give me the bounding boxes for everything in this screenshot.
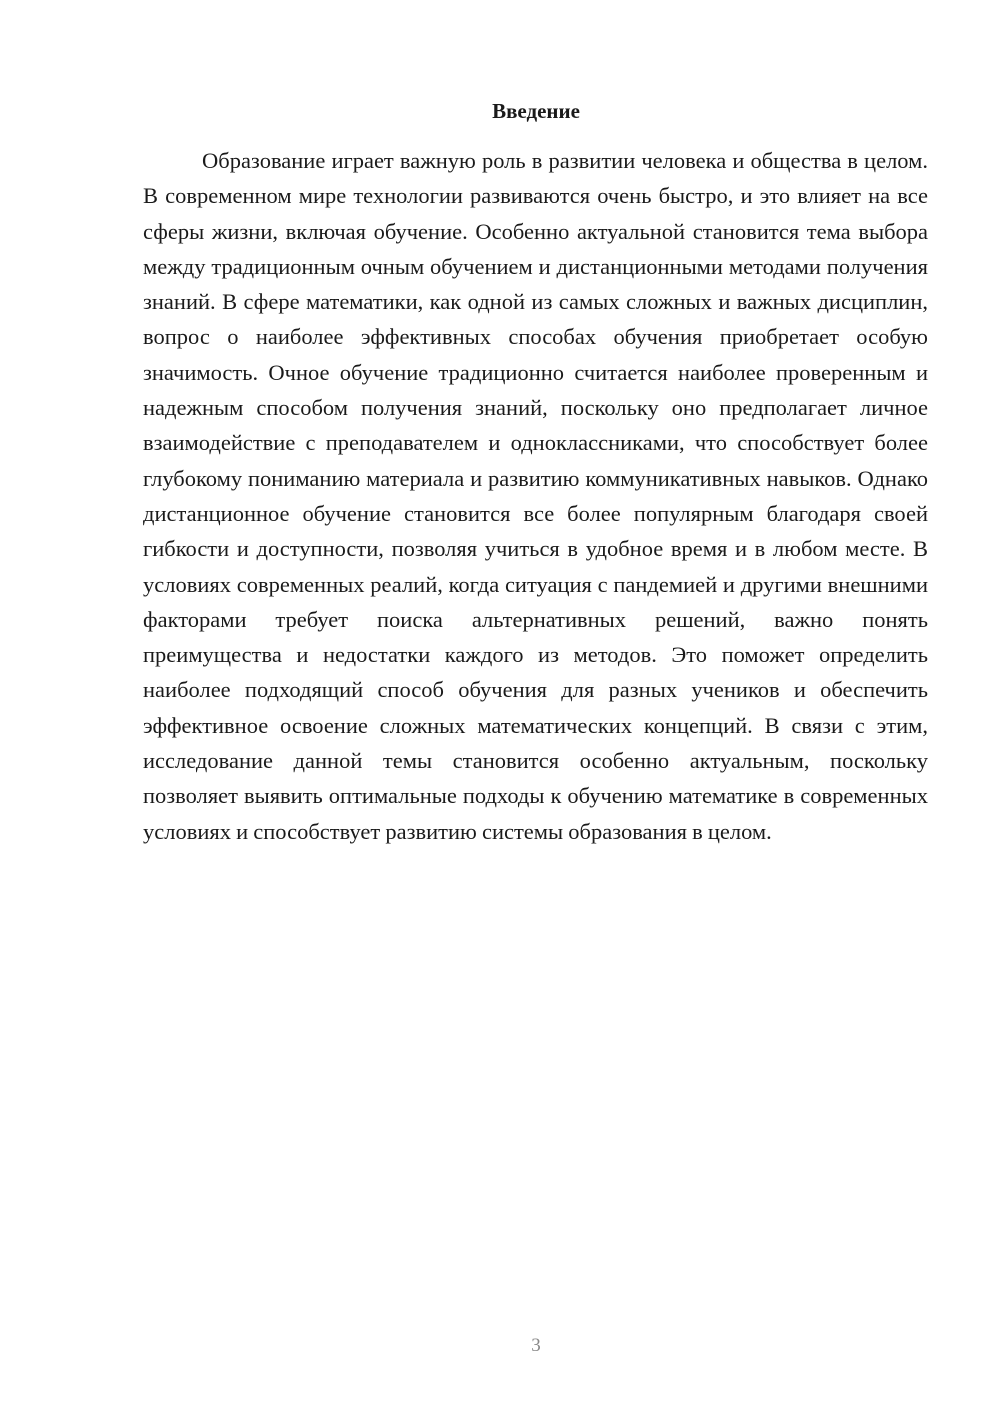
section-heading: Введение [492,99,580,123]
body-paragraph: Образование играет важную роль в развитии человека и общества в целом. В современном мире технологии развиваются очень быстро, и это влияет на все сферы жизни, включая обучение. Особенно актуальной становится тема выбора между традиционным очным обучением и дистанционными методами получения знаний. В сфере математики, как одной из самых сложных и важных дисциплин, вопрос о наиболее эффективных способах обучения приобретает особую значимость. Очное обучение традиционно считается наиболее проверенным и надежным способом получения знаний, поскольку оно предполагает личное взаимодействие с преподавателем и одноклассниками, что способствует более глубокому пониманию материала и развитию коммуникативных навыков. Однако дистанционное обучение становится все более популярным благодаря своей гибкости и доступности, позволяя учиться в удобное время и в любом месте. В условиях современных реалий, когда ситуация с пандемией и другими внешними факторами требует поиска альтернативных решений, важно понять преимущества и недостатки каждого из методов. Это поможет определить наиболее подходящий способ обучения для разных учеников и обеспечить эффективное освоение сложных математических концепций. В связи с этим, исследование данной темы становится особенно актуальным, поскольку позволяет выявить оптимальные подходы к обучению математике в современных условиях и способствует развитию системы образования в целом. [143,148,928,844]
page-number: 3 [531,1335,541,1356]
